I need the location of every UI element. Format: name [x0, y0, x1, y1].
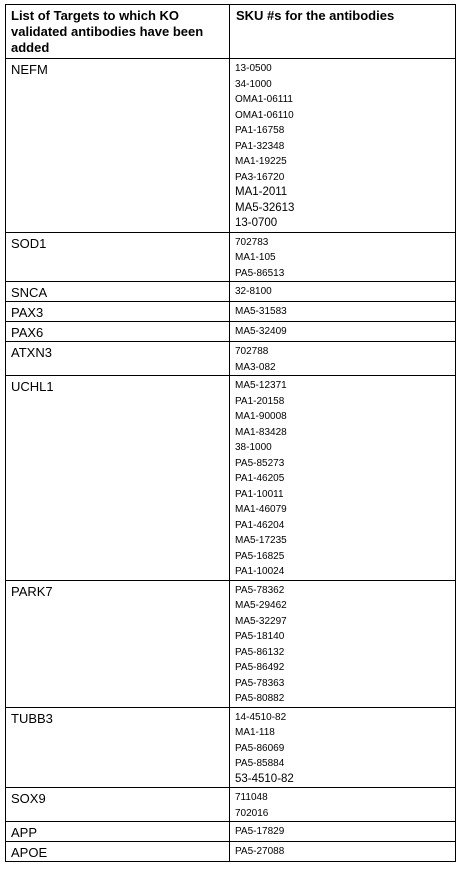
sku-item: MA5-31583 — [235, 306, 287, 317]
sku-item: 32-8100 — [235, 286, 272, 297]
table-row — [6, 788, 456, 822]
sku-item: MA1-19225 — [235, 156, 287, 167]
sku-item: 702783 — [235, 236, 269, 248]
table-row — [6, 842, 456, 862]
table-row — [6, 376, 456, 581]
sku-item: 702016 — [235, 807, 269, 819]
target-cell: APOE — [6, 842, 230, 862]
sku-cell — [230, 707, 456, 788]
sku-item: PA1-32348 — [235, 140, 285, 152]
sku-cell — [230, 322, 456, 342]
sku-item: PA5-17829 — [235, 826, 285, 837]
table-row — [6, 342, 456, 376]
sku-item: MA5-32297 — [235, 615, 287, 627]
antibody-table — [5, 4, 456, 862]
sku-item: MA5-32409 — [235, 326, 287, 337]
table-row — [6, 580, 456, 707]
sku-item: MA1-118 — [235, 727, 275, 738]
sku-item: MA1-90008 — [235, 411, 287, 422]
skus-column-header: SKU #s for the antibodies — [230, 5, 456, 59]
sku-cell — [230, 580, 456, 707]
target-cell: PAX6 — [6, 322, 230, 342]
sku-cell — [230, 788, 456, 822]
sku-item: PA5-27088 — [235, 846, 285, 857]
table-row — [6, 59, 456, 233]
sku-item: OMA1-06110 — [235, 109, 294, 121]
sku-item: MA1-105 — [235, 252, 276, 263]
sku-item: PA5-80882 — [235, 693, 285, 704]
sku-item: PA5-86513 — [235, 267, 285, 279]
sku-item: MA5-32613 — [235, 201, 295, 214]
sku-item: PA5-86132 — [235, 646, 285, 658]
sku-cell — [230, 282, 456, 302]
header-row — [6, 5, 456, 59]
sku-item: 53-4510-82 — [235, 772, 294, 785]
sku-item: 34-1000 — [235, 78, 272, 90]
sku-item: PA1-10011 — [235, 488, 284, 500]
sku-item: PA1-46205 — [235, 473, 285, 484]
sku-item: PA1-10024 — [235, 566, 285, 577]
sku-cell — [230, 842, 456, 862]
sku-item: PA1-20158 — [235, 395, 285, 407]
sku-item: PA5-16825 — [235, 550, 285, 562]
table-body — [6, 59, 456, 862]
sku-cell — [230, 376, 456, 581]
sku-item: PA5-18140 — [235, 631, 285, 642]
sku-cell — [230, 342, 456, 376]
target-cell: ATXN3 — [6, 342, 230, 376]
sku-cell — [230, 59, 456, 233]
sku-item: 13-0500 — [235, 63, 272, 74]
target-cell: TUBB3 — [6, 707, 230, 788]
target-cell: SOX9 — [6, 788, 230, 822]
target-cell: PAX3 — [6, 302, 230, 322]
table-row — [6, 322, 456, 342]
sku-item: PA5-86492 — [235, 662, 285, 673]
sku-item: PA5-78362 — [235, 584, 285, 596]
sku-item: MA1-2011 — [235, 186, 288, 198]
target-cell: APP — [6, 822, 230, 842]
sku-item: MA1-83428 — [235, 426, 287, 438]
sku-item: MA5-17235 — [235, 535, 287, 546]
sku-item: PA5-78363 — [235, 677, 285, 689]
target-cell: PARK7 — [6, 580, 230, 707]
table-row — [6, 302, 456, 322]
sku-item: PA1-46204 — [235, 519, 285, 531]
sku-cell — [230, 232, 456, 282]
sku-item: MA3-082 — [235, 361, 276, 373]
target-cell: SNCA — [6, 282, 230, 302]
sku-item: 13-0700 — [235, 217, 278, 229]
target-cell: NEFM — [6, 59, 230, 233]
table-row — [6, 707, 456, 788]
sku-item: 38-1000 — [235, 442, 272, 453]
sku-item: PA3-16720 — [235, 171, 285, 183]
sku-item: PA5-85273 — [235, 457, 285, 469]
sku-cell — [230, 302, 456, 322]
sku-item: 14-4510-82 — [235, 711, 287, 723]
sku-item: MA1-46079 — [235, 504, 287, 515]
sku-cell — [230, 822, 456, 842]
sku-item: PA1-16758 — [235, 125, 285, 136]
table-row — [6, 282, 456, 302]
sku-item: PA5-86069 — [235, 742, 285, 754]
table-row — [6, 822, 456, 842]
sku-item: 702788 — [235, 346, 269, 357]
target-cell: UCHL1 — [6, 376, 230, 581]
sku-item: PA5-85884 — [235, 758, 285, 769]
target-cell: SOD1 — [6, 232, 230, 282]
sku-item: MA5-29462 — [235, 600, 287, 611]
targets-column-header: List of Targets to which KO validated antibodies have been added — [6, 5, 230, 59]
sku-item: 711048 — [235, 792, 268, 803]
table-row — [6, 232, 456, 282]
sku-item: MA5-12371 — [235, 380, 287, 391]
sku-item: OMA1-06111 — [235, 94, 293, 105]
